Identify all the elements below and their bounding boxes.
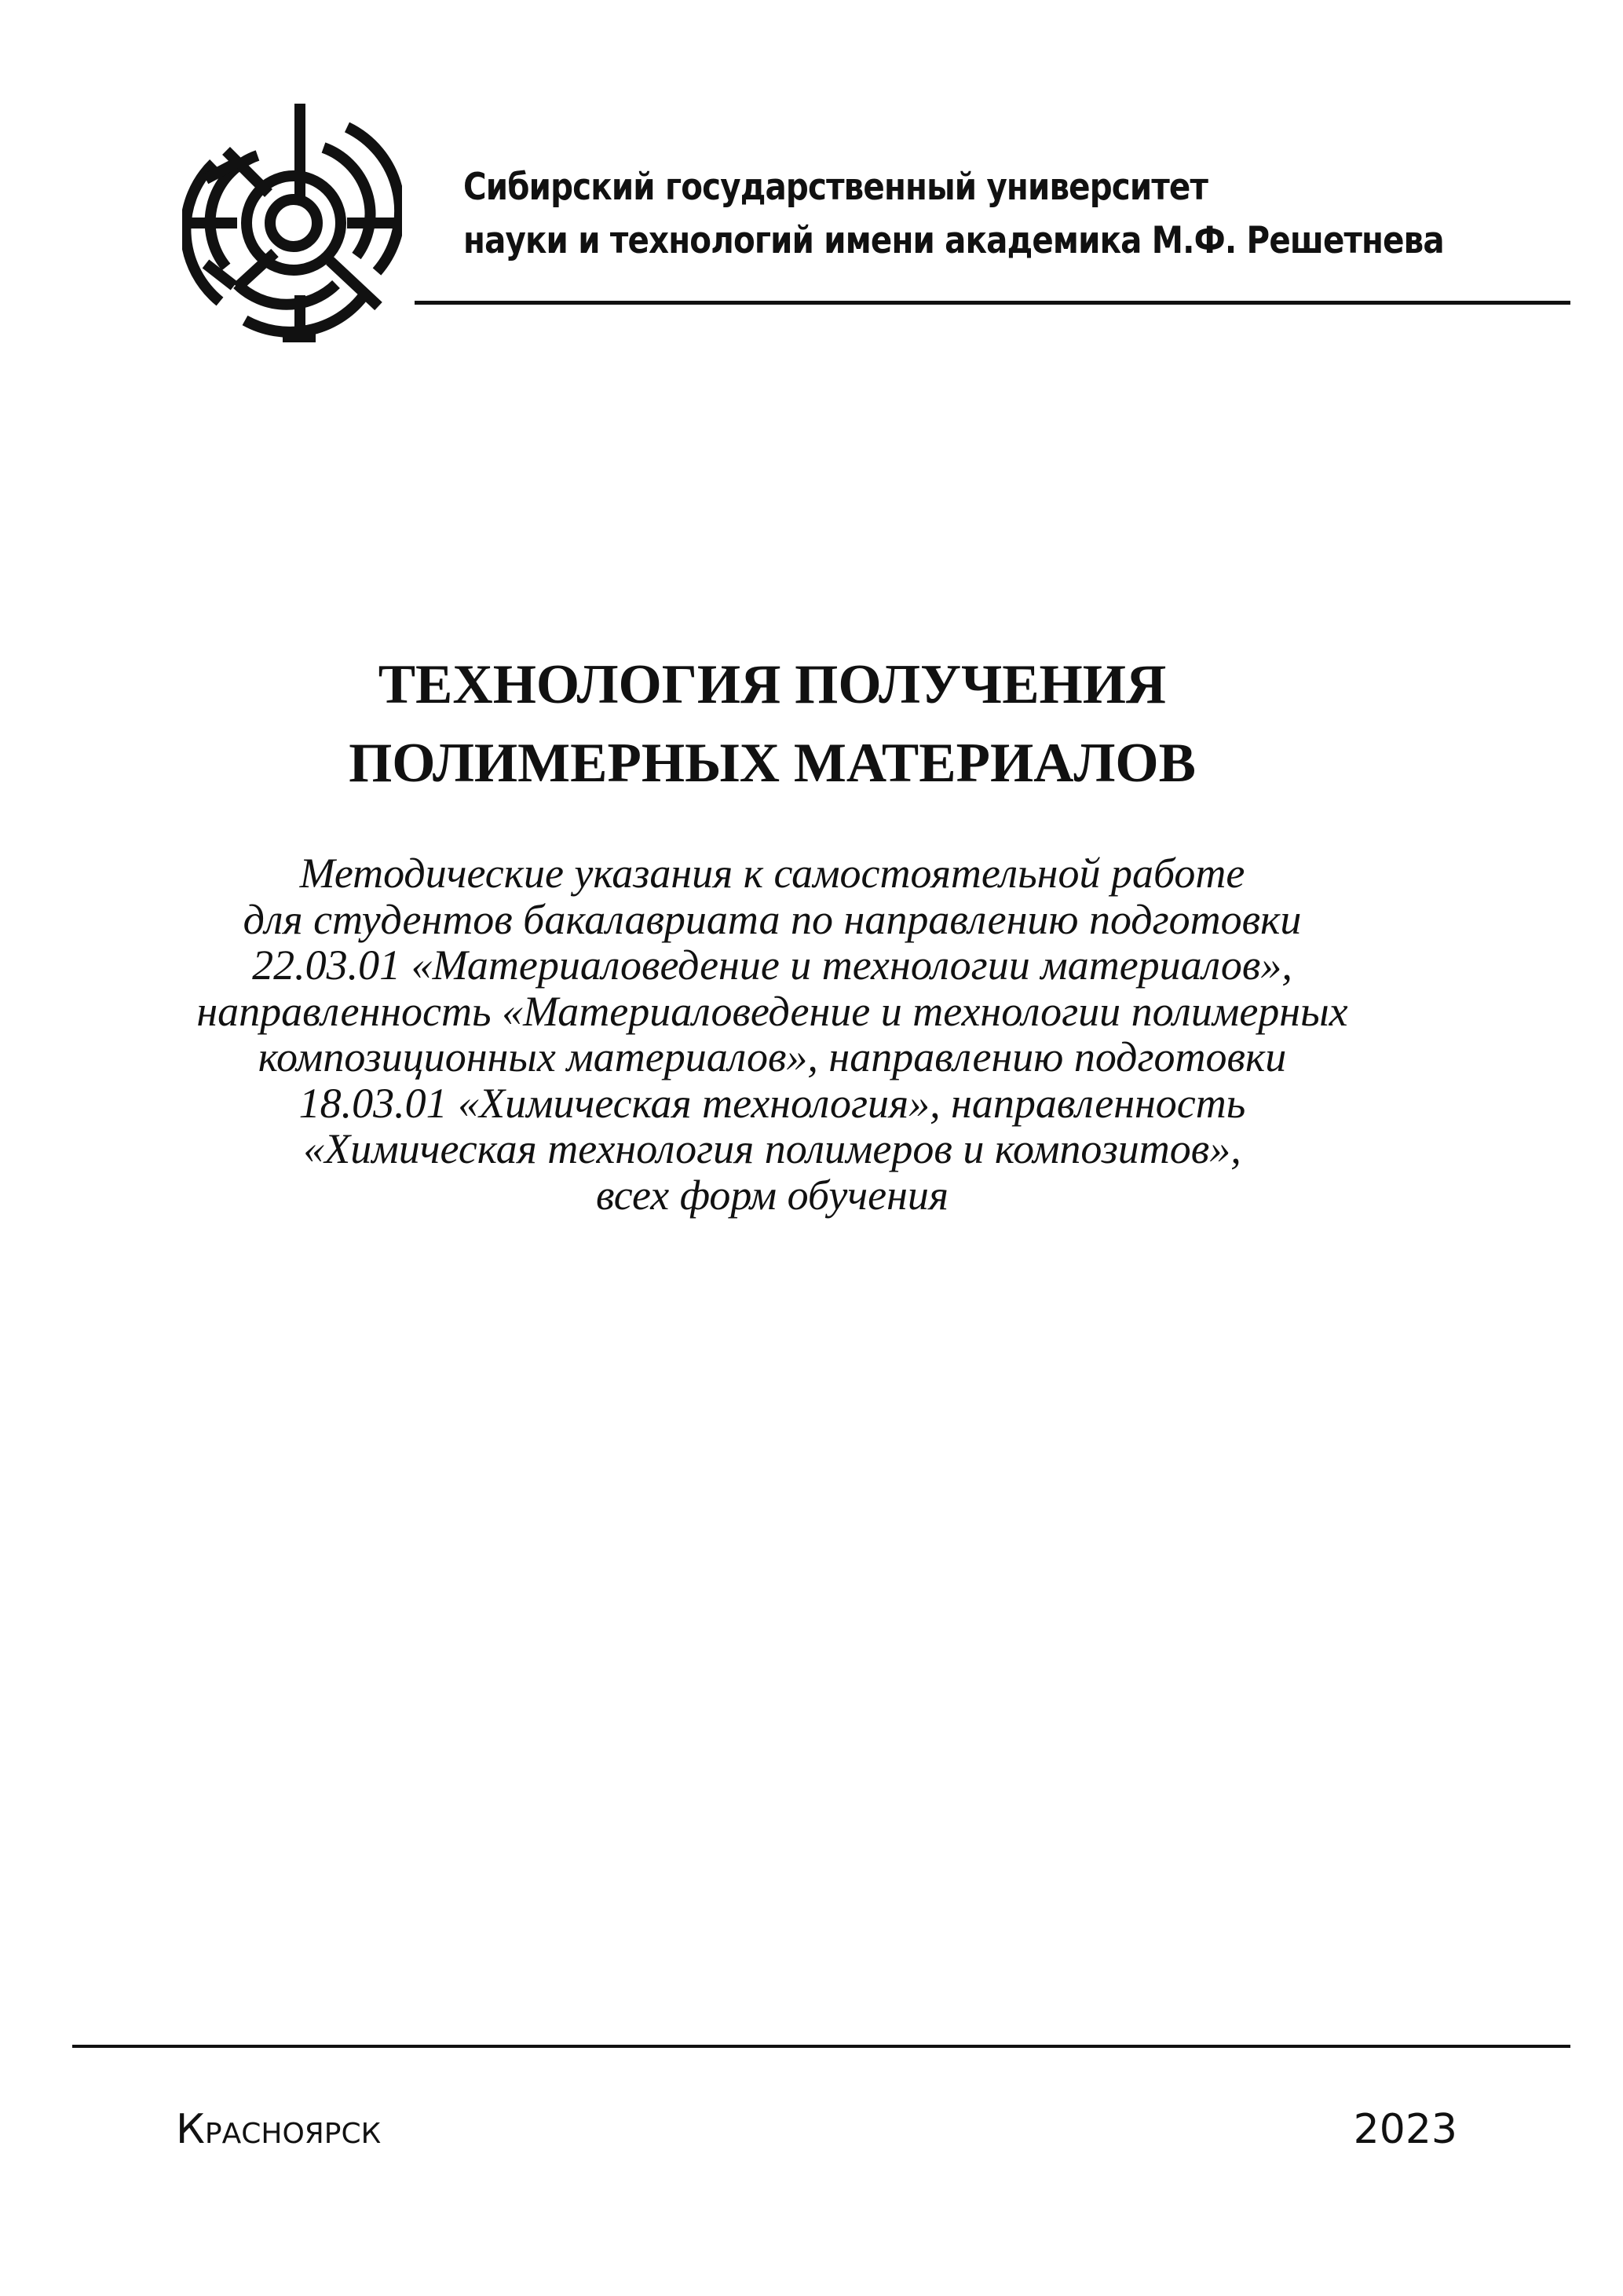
subtitle-line-4: направленность «Материаловедение и технологии полимерных <box>196 987 1348 1035</box>
subtitle-line-2: для студентов бакалавриата по направлению подготовки <box>243 895 1302 943</box>
university-name-line-2: науки и технологий имени академика М.Ф. Решетнева <box>463 219 1444 262</box>
subtitle-line-1: Методические указания к самостоятельной работе <box>299 850 1245 897</box>
subtitle-line-5: композиционных материалов», направлению подготовки <box>258 1033 1287 1080</box>
title-line-2: ПОЛИМЕРНЫХ МАТЕРИАЛОВ <box>349 733 1196 794</box>
footer-divider <box>72 2045 1570 2048</box>
subtitle-line-6: 18.03.01 «Химическая технология», направленность <box>298 1079 1246 1127</box>
publication-year: 2023 <box>1353 2106 1457 2153</box>
publication-city: Красноярск <box>176 2106 382 2153</box>
university-name-line-1: Сибирский государственный университет <box>463 166 1208 209</box>
subtitle-line-8: всех форм обучения <box>596 1171 949 1219</box>
header-divider <box>415 301 1570 305</box>
title-line-1: ТЕХНОЛОГИЯ ПОЛУЧЕНИЯ <box>378 654 1167 715</box>
subtitle-line-3: 22.03.01 «Материаловедение и технологии материалов», <box>252 941 1292 989</box>
document-subtitle <box>0 850 1584 1218</box>
university-emblem-icon <box>182 99 402 342</box>
university-name <box>463 161 1444 268</box>
document-title <box>0 645 1584 803</box>
subtitle-line-7: «Химическая технология полимеров и композитов», <box>303 1125 1241 1172</box>
